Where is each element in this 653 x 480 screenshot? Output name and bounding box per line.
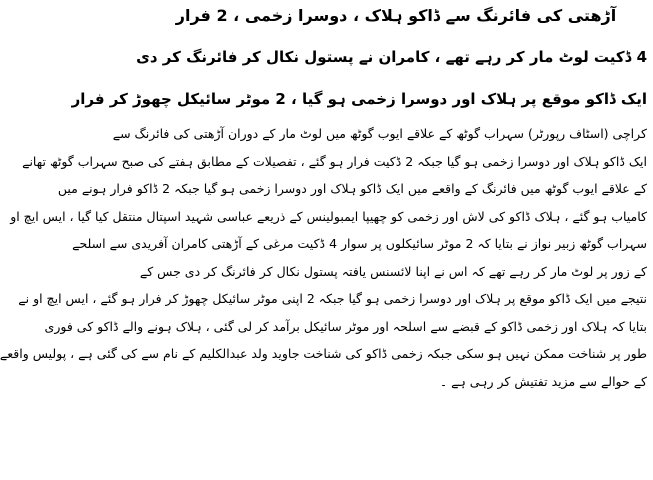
- headline-block: [71, 0, 653, 118]
- article-line: بتایا کہ ہلاک اور زخمی ڈاکو کے قبضے سے اسلحہ اور موٹر سائیکل برآمد کر لی گئی ، ہلاک ہونے والے ڈاکو کی فوری: [44, 318, 647, 334]
- article-line: سہراب گوٹھ زبیر نواز نے بتایا کہ 2 موٹر سائیکلوں پر سوار 4 ڈکیت مرغی کے آڑھتی کامران آفریدی سے اسلحے: [72, 236, 647, 251]
- article-line: کے حوالے سے مزید تفتیش کر رہی ہے ۔: [439, 373, 647, 389]
- article-line: طور پر شناخت ممکن نہیں ہو سکی جبکہ زخمی ڈاکو کی شناخت جاوید ولد عبدالکلیم کے نام سے کی گئی ہے ، پولیس واقعے: [0, 346, 647, 361]
- article-line: کامیاب ہو گئے ، ہلاک ڈاکو کی لاش اور زخمی کو چھیپا ایمبولینس کے ذریعے عباسی شہید اسپتال منتقل کیا گیا ، ایس ایچ او: [10, 208, 647, 224]
- article-line: کے زور پر لوٹ مار کر رہے تھے کہ اس نے اپنا لائسنس یافتہ پستول نکال کر فائرنگ کر دی جس کے: [139, 263, 647, 279]
- article-body: [0, 120, 647, 476]
- sub-headline: 4 ڈکیت لوٹ مار کر رہے تھے ، کامران نے پستول نکال کر فائرنگ کر دی: [136, 48, 647, 66]
- article-line: نتیجے میں ایک ڈاکو موقع پر ہلاک اور دوسرا زخمی ہو گیا جبکہ 2 اپنی موٹر سائیکل چھوڑ کر فرار ہو گئے ، ایس ایچ او نے: [18, 291, 647, 306]
- article-line: ایک ڈاکو ہلاک اور دوسرا زخمی ہو گیا جبکہ 2 ڈکیت فرار ہو گئے ، تفصیلات کے مطابق ہفتے کی صبح سہراب گوٹھ تھانے: [22, 153, 647, 169]
- main-headline: آڑھتی کی فائرنگ سے ڈاکو ہلاک ، دوسرا زخمی ، 2 فرار: [175, 6, 617, 25]
- sub-headline: ایک ڈاکو موقع پر ہلاک اور دوسرا زخمی ہو گیا ، 2 موٹر سائیکل چھوڑ کر فرار: [71, 90, 647, 108]
- article-line: کے علاقے ایوب گوٹھ میں فائرنگ کے واقعے میں ایک ڈاکو ہلاک اور دوسرا زخمی ہو گیا جبکہ 2 ڈاکو فرار ہونے میں: [57, 181, 647, 196]
- article-line: کراچی (اسٹاف رپورٹر) سہراب گوٹھ کے علاقے ایوب گوٹھ میں لوٹ مار کے دوران آڑھتی کی فائرنگ سے: [112, 126, 647, 141]
